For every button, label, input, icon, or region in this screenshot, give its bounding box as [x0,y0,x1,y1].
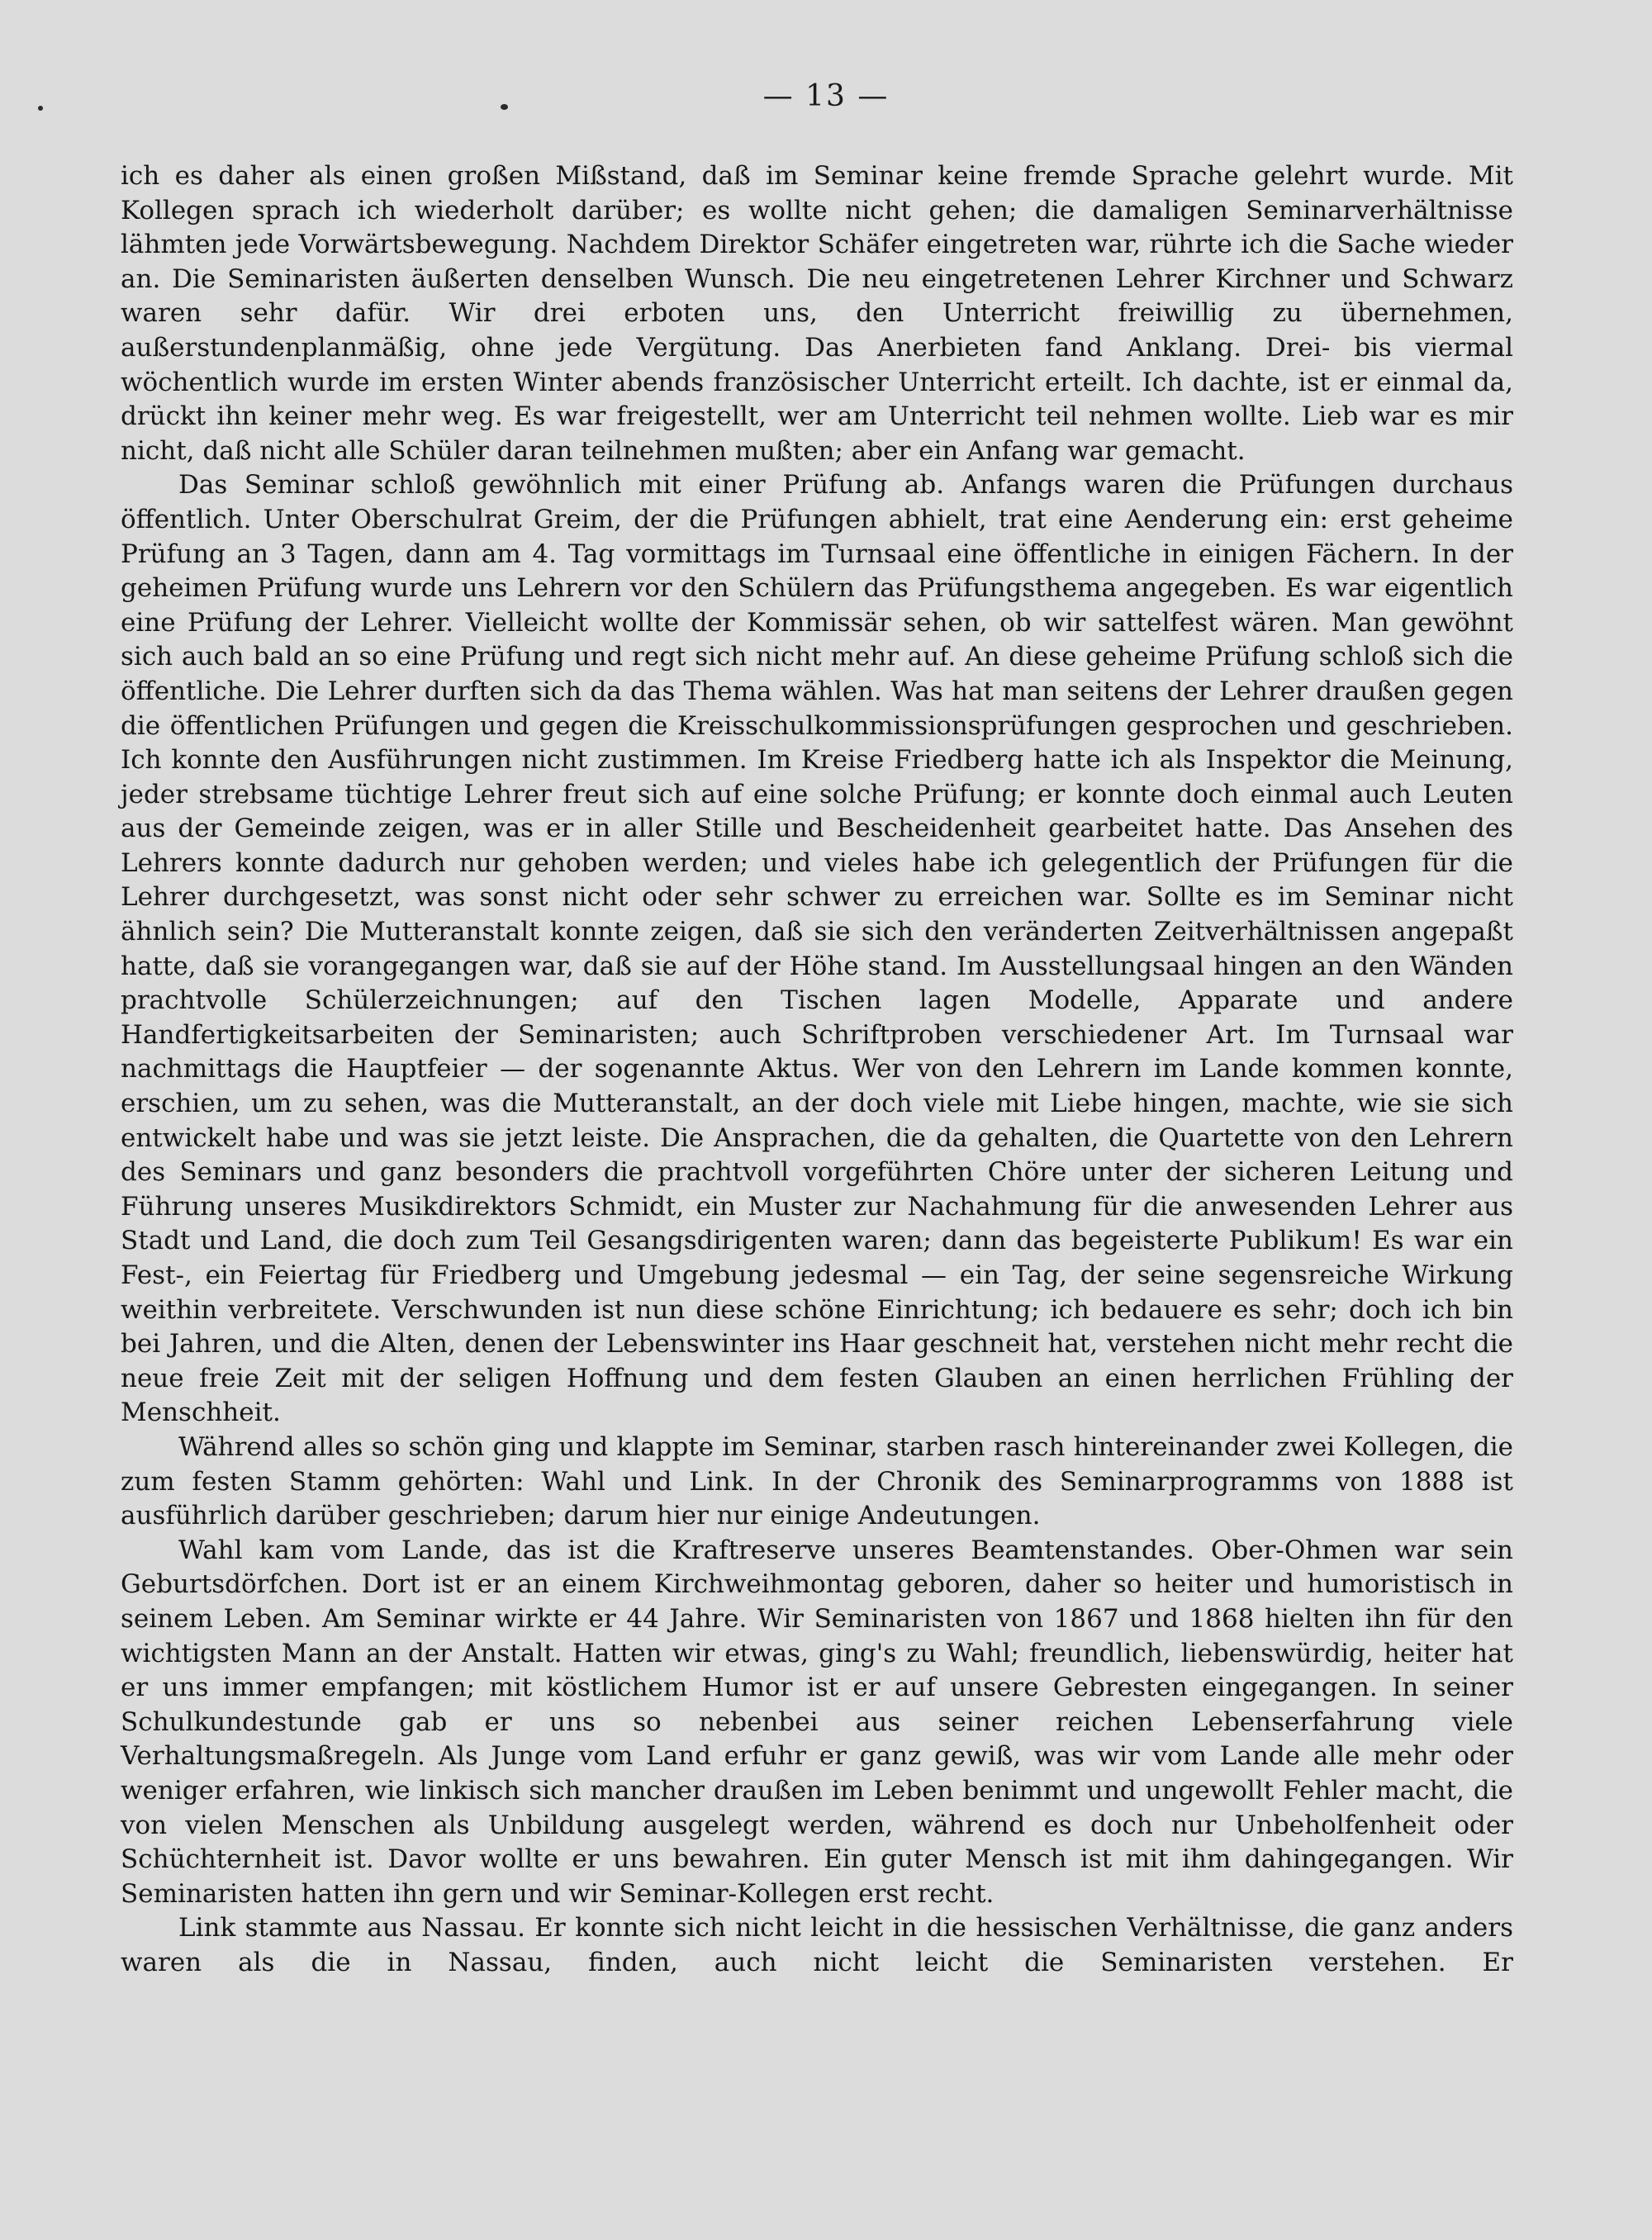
paragraph-seminar-examinations: Das Seminar schloß gewöhnlich mit einer Prüfung ab. Anfangs waren die Prüfungen durchaus öffentlich. Unter Oberschulrat Greim, der die Prüfungen abhielt, trat eine Aenderung ein: erst geheime Prüfung an 3 Tagen, dann am 4. Tag vormittags im Turnsaal eine öffentliche in einigen Fächern. In der geheimen Prüfung wurde uns Lehrern vor den Schülern das Prüfungsthema angegeben. Es war eigentlich eine Prüfung der Lehrer. Vielleicht wollte der Kommissär sehen, ob wir sattelfest wären. Man gewöhnt sich auch bald an so eine Prüfung und regt sich nicht mehr auf. An diese geheime Prüfung schloß sich die öffentliche. Die Lehrer durften sich da das Thema wählen. Was hat man seitens der Lehrer draußen gegen die öffentlichen Prüfungen und gegen die Kreisschulkommissionsprüfungen gesprochen und geschrieben. Ich konnte den Ausführungen nicht zustimmen. Im Kreise Friedberg hatte ich als Inspektor die Meinung, jeder strebsame tüchtige Lehrer freut sich auf eine solche Prüfung; er konnte doch einmal auch Leuten aus der Gemeinde zeigen, was er in aller Stille und Bescheidenheit gearbeitet hatte. Das Ansehen des Lehrers konnte dadurch nur gehoben werden; und vieles habe ich gelegentlich der Prüfungen für die Lehrer durchgesetzt, was sonst nicht oder sehr schwer zu erreichen war. Sollte es im Seminar nicht ähnlich sein? Die Mutteranstalt konnte zeigen, daß sie sich den veränderten Zeitverhältnissen angepaßt hatte, daß sie vorangegangen war, daß sie auf der Höhe stand. Im Ausstellungsaal hingen an den Wänden prachtvolle Schülerzeichnungen; auf den Tischen lagen Modelle, Apparate und andere Handfertigkeitsarbeiten der Seminaristen; auch Schriftproben verschiedener Art. Im Turnsaal war nachmittags die Hauptfeier — der sogenannte Aktus. Wer von den Lehrern im Lande kommen konnte, erschien, um zu sehen, was die Mutteranstalt, an der doch viele mit Liebe hingen, machte, wie sie sich entwickelt habe und was sie jetzt leiste. Die Ansprachen, die da gehalten, die Quartette von den Lehrern des Seminars und ganz besonders die prachtvoll vorgeführten Chöre unter der sicheren Leitung und Führung unseres Musikdirektors Schmidt, ein Muster zur Nachahmung für die anwesenden Lehrer aus Stadt und Land, die doch zum Teil Gesangsdirigenten waren; dann das begeisterte Publikum! Es war ein Fest-, ein Feiertag für Friedberg und Umgebung jedesmal — ein Tag, der seine segensreiche Wirkung weithin verbreitete. Verschwunden ist nun diese schöne Einrichtung; ich bedauere es sehr; doch ich bin bei Jahren, und die Alten, denen der Lebenswinter ins Haar geschneit hat, verstehen nicht mehr recht die neue freie Zeit mit der seligen Hoffnung und dem festen Glauben an einen herrlichen Frühling der Menschheit. [121,470,1513,1428]
page-number: — 13 — [762,79,890,113]
paragraph-foreign-language-lessons: ich es daher als einen großen Mißstand, daß im Seminar keine fremde Sprache gelehrt wurde. Mit Kollegen sprach ich wiederholt darüber; es wollte nicht gehen; die damaligen Seminarverhältnisse lähmten jede Vorwärtsbewegung. Nachdem Direktor Schäfer eingetreten war, rührte ich die Sache wieder an. Die Seminaristen äußerten denselben Wunsch. Die neu eingetretenen Lehrer Kirchner und Schwarz waren sehr dafür. Wir drei erboten uns, den Unterricht freiwillig zu übernehmen, außerstundenplanmäßig, ohne jede Vergütung. Das Anerbieten fand Anklang. Drei- bis viermal wöchentlich wurde im ersten Winter abends französischer Unterricht erteilt. Ich dachte, ist er einmal da, drückt ihn keiner mehr weg. Es war freigestellt, wer am Unterricht teil nehmen wollte. Lieb war es mir nicht, daß nicht alle Schüler daran teilnehmen mußten; aber ein Anfang war gemacht. [121,161,1513,466]
paragraph-wahl: Wahl kam vom Lande, das ist die Kraftreserve unseres Beamtenstandes. Ober-Ohmen war sein Geburtsdörfchen. Dort ist er an einem Kirchweihmontag geboren, daher so heiter und humoristisch in seinem Leben. Am Seminar wirkte er 44 Jahre. Wir Seminaristen von 1867 und 1868 hielten ihn für den wichtigsten Mann an der Anstalt. Hatten wir etwas, ging's zu Wahl; freundlich, liebenswürdig, heiter hat er uns immer empfangen; mit köstlichem Humor ist er auf unsere Gebresten eingegangen. In seiner Schulkundestunde gab er uns so nebenbei aus seiner reichen Lebenserfahrung viele Verhaltungsmaßregeln. Als Junge vom Land erfuhr er ganz gewiß, was wir vom Lande alle mehr oder weniger erfahren, wie linkisch sich mancher draußen im Leben benimmt und ungewollt Fehler macht, die von vielen Menschen als Unbildung ausgelegt werden, während es doch nur Unbeholfenheit oder Schüchternheit ist. Davor wollte er uns bewahren. Ein guter Mensch ist mit ihm dahingegangen. Wir Seminaristen hatten ihn gern und wir Seminar-Kollegen erst recht. [121,1535,1513,1909]
paragraph-colleagues-deaths: Während alles so schön ging und klappte im Seminar, starben rasch hintereinander zwei Kollegen, die zum festen Stamm gehörten: Wahl und Link. In der Chronik des Seminarprogramms von 1888 ist ausführlich darüber geschrieben; darum hier nur einige Andeutungen. [121,1431,1513,1531]
paragraph-link: Link stammte aus Nassau. Er konnte sich nicht leicht in die hessischen Verhältnisse, die ganz anders waren als die in Nassau, finden, auch nicht leicht die Seminaristen verstehen. Er [121,1913,1513,1977]
body-text [121,159,1513,1980]
